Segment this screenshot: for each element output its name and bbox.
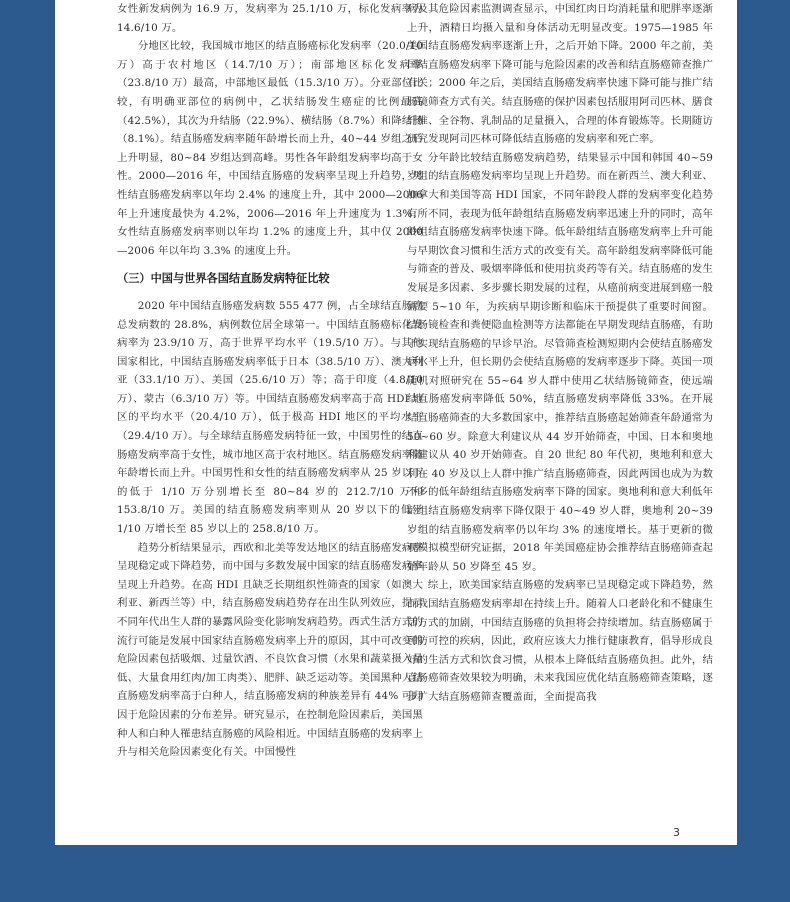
- paragraph: 2020 年中国结直肠癌发病数 555 477 例，占全球结直肠癌总发病数的 28.8%，病例数位居全球第一。中国结直肠癌标化发病率为 23.9/10 万，高于世界平均水平（19.5/10 万）。与其他国家相比，中国结直肠癌发病率低于日本（38.5/10 万）、澳大利亚（33.1/10 万）、美国（25.6/10 万）等；高于印度（4.8/10 万）、蒙古（6.3/10 万）等。中国结直肠癌发病率高于高 HDI 地区的平均水平（20.4/10 万），低于极高 HDI 地区的平均水平（29.4/10 万）。与全球结直肠癌发病特征一致，中国男性的结直肠癌发病率高于女性，城市地区高于农村地区。结直肠癌发病率随年龄增长而上升。中国男性和女性的结直肠癌发病率从 25 岁以下的低于 1/10 万分别增长至 80~84 岁的 212.7/10 万和 153.8/10 万。美国的结直肠癌发病率则从 20 岁以下的低于 1/10 万增长至 85 岁以上的 258.8/10 万。: [117, 299, 423, 536]
- paragraph: 病及其危险因素监测调查显示，中国红肉日均消耗量和肥胖率逐渐上升，酒精日均摄入量和身体活动无明显改变。1975—1985 年美国结直肠癌发病率逐渐上升，之后开始下降。2000 年之前，美国结直肠癌发病率下降可能与危险因素的改善和结直肠癌筛查推广有关；2000 年之后，美国结直肠癌发病率快速下降可能与推广结肠镜筛查方式有关。结直肠癌的保护因素包括服用阿司匹林、膳食纤维、全谷物、乳制品的足量摄入，合理的体育锻炼等。长期随访研究发现阿司匹林可降低结直肠癌的发病率和死亡率。: [407, 3, 713, 146]
- page-number: 3: [673, 826, 680, 839]
- paragraph: 趋势分析结果显示，西欧和北美等发达地区的结直肠癌发病率呈现稳定或下降趋势，而中国与多数发展中国家的结直肠癌发病率呈现上升趋势。在高 HDI 且缺乏长期组织性筛查的国家（如澳大利亚、新西兰等）中，结直肠癌发病趋势存在出生队列效应，提示不同年代出生人群的暴露风险变化影响发病趋势。西式生活方式的流行可能是发展中国家结直肠癌发病率上升的原因，其中可改变的危险因素包括吸烟、过量饮酒、不良饮食习惯（水果和蔬菜摄入量低、大量食用红肉/加工肉类）、肥胖、缺乏运动等。美国黑种人结直肠癌发病率高于白种人，结直肠癌发病的种族差异有 44% 可归因于危险因素的分布差异。研究显示，在控制危险因素后，美国黑种人和白种人罹患结直肠癌的风险相近。中国结直肠癌的发病率上升与相关危险因素变化有关。中国慢性: [117, 541, 423, 759]
- paragraph: 女性新发病例为 16.9 万，发病率为 25.1/10 万，标化发病率为 14.6/10 万。: [117, 3, 423, 34]
- right-column: [407, 0, 713, 707]
- paragraph: 分年龄比较结直肠癌发病趋势，结果显示中国和韩国 40~59 岁组的结直肠癌发病率均呈现上升趋势。而在新西兰、澳大利亚、加拿大和美国等高 HDI 国家，不同年龄段人群的发病率变化趋势有所不同，表现为低年龄组结直肠癌发病率迅速上升的同时，高年龄组结直肠癌发病率快速下降。低年龄组结直肠癌发病率上升可能与早期饮食习惯和生活方式的改变有关。高年龄组发病率降低可能与筛查的普及、吸烟率降低和使用抗炎药等有关。结直肠癌的发生发展是多因素、多步骤长期发展的过程，从癌前病变进展到癌一般需要 5~10 年，为疾病早期诊断和临床干预提供了重要时间窗。结肠镜检查和粪便隐血检测等方法都能在早期发现结直肠癌，有助于实现结直肠癌的早诊早治。尽管筛查检测短期内会使结直肠癌发病水平上升，但长期仍会使结直肠癌的发病率逐步下降。英国一项随机对照研究在 55~64 岁人群中使用乙状结肠镜筛查，使远端结直肠癌发病率降低 50%，结直肠癌发病率降低 33%。在开展结直肠癌筛查的大多数国家中，推荐结直肠癌起始筛查年龄通常为 50~60 岁。除意大利建议从 44 岁开始筛查，中国、日本和奥地利建议从 40 岁开始筛查。自 20 世纪 80 年代初，奥地利和意大利在 40 岁及以上人群中推广结直肠癌筛查，因此两国也成为为数不多的低年龄组结直肠癌发病率下降的国家。奥地利和意大利低年龄组结直肠癌发病率下降仅限于 40~49 岁人群，奥地利 20~39 岁组的结直肠癌发病率仍以年均 3% 的速度增长。基于更新的微观模拟模型研究证据，2018 年美国癌症协会推荐结直肠癌筛查起始年龄从 50 岁降至 45 岁。: [407, 151, 713, 573]
- left-column: [117, 0, 423, 762]
- document-page: [55, 0, 737, 845]
- paragraph: 分地区比较，我国城市地区的结直肠癌标化发病率（20.0/10 万）高于农村地区（14.7/10 万）；南部地区标化发病率（23.8/10 万）最高，中部地区最低（15.3/10 万）。分亚部位比较，有明确亚部位的病例中，乙状结肠发生癌症的比例最高（42.5%），其次为升结肠（22.9%）、横结肠（8.7%）和降结肠（8.1%）。结直肠癌发病率随年龄增长而上升，40~44 岁组之后上升明显，80~84 岁组达到高峰。男性各年龄组发病率均高于女性。2000—2016 年，中国结直肠癌的发病率呈现上升趋势，男性结直肠癌发病率以年均 2.4% 的速度上升，其中 2000—2006 年上升速度最快为 4.2%，2006—2016 年上升速度为 1.3%；女性结直肠癌发病率则以年均 1.2% 的速度上升，其中仅 2000—2006 年以年均 3.3% 的速度上升。: [117, 40, 423, 257]
- paragraph: 综上，欧美国家结直肠癌的发病率已呈现稳定或下降趋势，然而我国结直肠癌发病率却在持续上升。随着人口老龄化和不健康生活方式的加剧，中国结直肠癌的负担将会持续增加。结直肠癌属于可防可控的疾病，因此，政府应该大力推行健康教育，倡导形成良好的生活方式和饮食习惯，从根本上降低结直肠癌负担。此外，结直肠癌筛查效果较为明确，未来我国应优化结直肠癌筛查策略，逐步扩大结直肠癌筛查覆盖面，全面提高我: [407, 579, 713, 703]
- section-heading: （三）中国与世界各国结直肠发病特征比较: [117, 272, 330, 286]
